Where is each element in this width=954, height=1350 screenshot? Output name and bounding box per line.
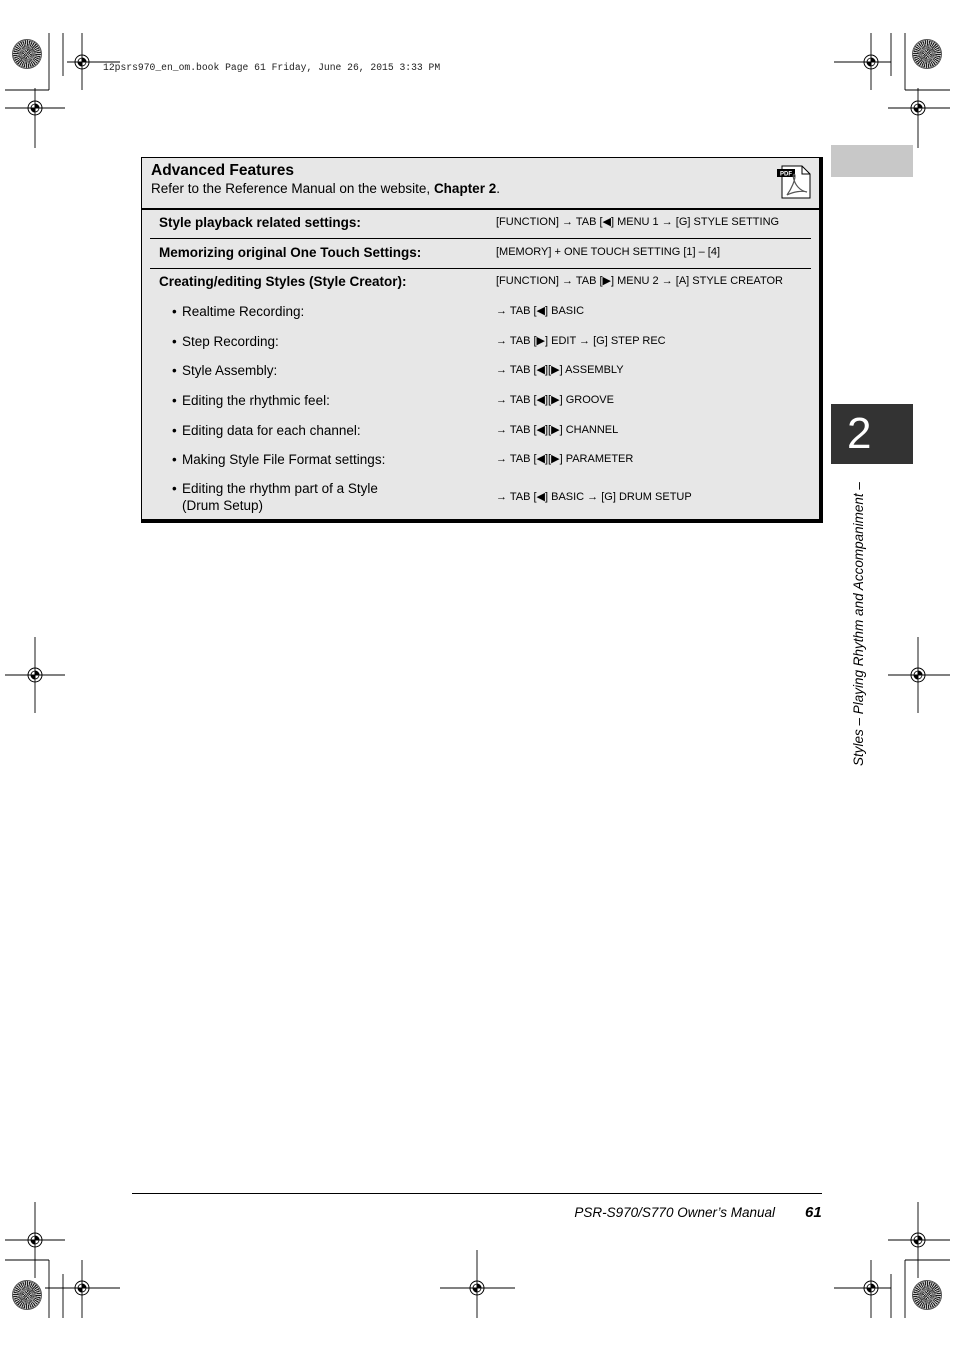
chapter-number: 2 <box>847 409 872 458</box>
setting-label: Style playback related settings: <box>159 214 361 230</box>
sub-setting-operation: → TAB [◀] BASIC → [G] DRUM SETUP <box>496 491 692 503</box>
intro-end: . <box>496 181 500 196</box>
sub-setting-label: • Step Recording: <box>159 333 496 350</box>
setting-sub-row <box>159 447 811 471</box>
chapter-section-title: Styles – Playing Rhythm and Accompaniment – <box>851 482 866 766</box>
box-intro <box>151 181 500 197</box>
setting-label: Creating/editing Styles (Style Creator): <box>159 273 407 289</box>
sub-setting-label-line1: • Editing the rhythm part of a Style <box>182 481 378 496</box>
sub-setting-operation: → TAB [◀][▶] PARAMETER <box>496 453 634 465</box>
sub-setting-label <box>159 480 496 514</box>
sub-setting-label: • Realtime Recording: <box>159 303 496 320</box>
registration-target <box>440 1250 515 1318</box>
registration-target <box>888 1202 950 1278</box>
setting-label: Memorizing original One Touch Settings: <box>159 244 422 260</box>
sub-setting-label: • Editing the rhythmic feel: <box>159 392 496 409</box>
sub-setting-label: • Making Style File Format settings: <box>159 451 496 468</box>
intro-chapter-reference: Chapter 2 <box>433 181 497 196</box>
chapter-thumb-tab <box>831 404 913 464</box>
setting-operation: [MEMORY] + ONE TOUCH SETTING [1] – [4] <box>496 246 721 258</box>
sub-setting-operation: → TAB [◀][▶] CHANNEL <box>496 424 619 436</box>
registration-target <box>888 637 950 713</box>
sub-setting-label: • Style Assembly: <box>159 362 496 379</box>
setting-row <box>159 269 811 293</box>
registration-target <box>45 1260 120 1318</box>
setting-sub-row <box>159 299 811 323</box>
footer-rule <box>132 1193 822 1194</box>
registration-target <box>5 1202 65 1278</box>
pdf-document-icon <box>777 165 811 199</box>
setting-sub-row <box>159 418 811 442</box>
registration-target <box>5 88 65 148</box>
setting-row <box>159 240 811 264</box>
sub-setting-label-line2: (Drum Setup) <box>182 498 264 513</box>
manual-title: PSR-S970/S770 Owner’s Manual <box>574 1205 775 1220</box>
registration-target <box>888 88 950 148</box>
sub-setting-operation: → TAB [◀][▶] ASSEMBLY <box>496 364 624 376</box>
registration-target <box>5 637 65 713</box>
registration-target <box>834 33 891 90</box>
sub-setting-label: • Editing data for each channel: <box>159 422 496 439</box>
setting-sub-row <box>159 388 811 412</box>
pdf-icon-label: PDF <box>780 171 792 178</box>
intro-text: Refer to the Reference Manual on the website, <box>151 181 431 196</box>
registration-starburst <box>913 40 941 68</box>
setting-sub-row <box>159 329 811 353</box>
registration-starburst <box>13 40 41 68</box>
registration-starburst <box>913 1281 941 1309</box>
row-divider <box>150 238 811 239</box>
page-number: 61 <box>805 1204 822 1221</box>
registration-starburst <box>13 1281 41 1309</box>
setting-operation: [FUNCTION] → TAB [▶] MENU 2 → [A] STYLE CREATOR <box>496 275 783 287</box>
box-title: Advanced Features <box>151 162 294 179</box>
setting-row <box>159 210 811 234</box>
setting-operation: [FUNCTION] → TAB [◀] MENU 1 → [G] STYLE SETTING <box>496 216 780 228</box>
registration-target <box>834 1260 891 1318</box>
print-slug: 12psrs970_en_om.book Page 61 Friday, June 26, 2015 3:33 PM <box>103 62 441 73</box>
sub-setting-operation: → TAB [▶] EDIT → [G] STEP REC <box>496 335 666 347</box>
sub-setting-operation: → TAB [◀][▶] GROOVE <box>496 394 614 406</box>
advanced-features-box <box>141 157 823 523</box>
sub-setting-operation: → TAB [◀] BASIC <box>496 305 585 317</box>
thumb-tab-blank <box>831 145 913 177</box>
setting-sub-row <box>159 358 811 382</box>
setting-sub-row <box>159 479 811 515</box>
